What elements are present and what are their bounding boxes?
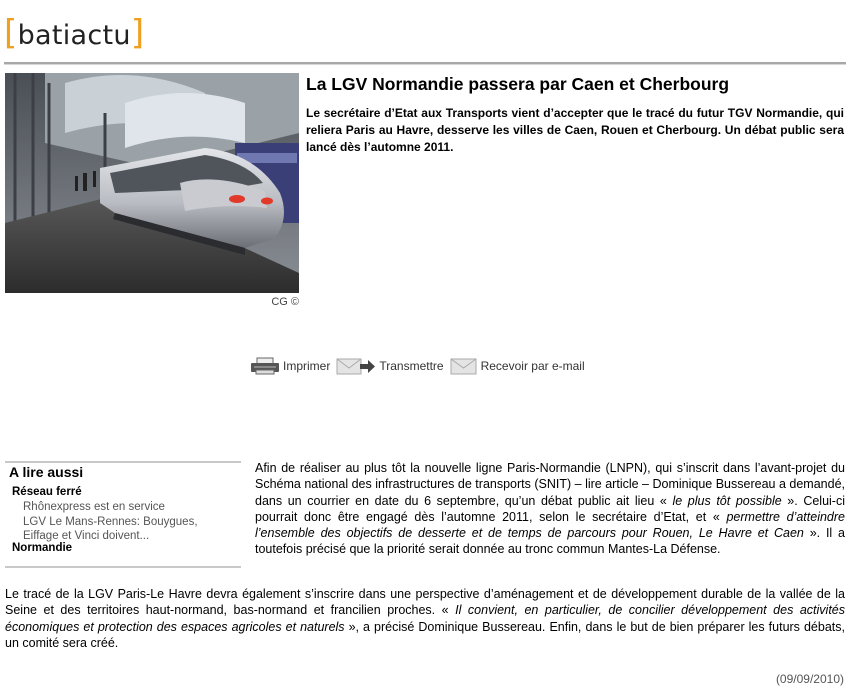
logo-bracket-open: [ bbox=[4, 13, 18, 53]
header-divider bbox=[4, 62, 846, 65]
print-label: Imprimer bbox=[283, 359, 331, 373]
para2-quote: Il convient, en particulier, de concilier développement des activités économiques et protection des espaces agricoles et naturels bbox=[5, 603, 845, 634]
photo-credit: CG © bbox=[271, 296, 299, 308]
related-link-rhonexpress[interactable]: Rhônexpress est en service bbox=[23, 501, 165, 513]
printer-icon bbox=[250, 357, 280, 375]
forward-label: Transmettre bbox=[379, 359, 444, 373]
para1-text-a: Afin de réaliser au plus tôt la nouvelle ligne Paris-Normandie (LNPN), qui s’inscrit dans l’avant-projet du Schéma national des infrastructures de transports (SNIT) – lire article – Dominique Bussereau a demandé, dans un courrier en date du 6 septembre, qu’un débat public ait lieu « bbox=[255, 461, 845, 508]
article-actions bbox=[250, 356, 591, 376]
para1-quote-2: permettre d’atteindre l’ensemble des objectifs de desserte et de temps de parcours pour Rouen, Le Havre et Caen bbox=[255, 509, 846, 541]
article-title: La LGV Normandie passera par Caen et Cherbourg bbox=[306, 74, 730, 94]
envelope-icon bbox=[450, 357, 478, 375]
forward-envelope-icon bbox=[336, 357, 376, 375]
para2-text-a: Le tracé de la LGV Paris-Le Havre devra également s’inscrire dans une perspective d’aménagement et de développement durable de la vallée de la Seine et des territoires haut-normand, bas-normand et francilien proches. « bbox=[5, 587, 845, 618]
article-paragraph-1 bbox=[255, 460, 845, 558]
article-lead: Le secrétaire d’Etat aux Transports vient d’accepter que le tracé du futur TGV Normandie, qui reliera Paris au Havre, desserve les villes de Caen, Rouen et Cherbourg. Un débat public sera lancé dès l’automne 2011. bbox=[306, 106, 844, 154]
logo-bracket-close: ] bbox=[130, 13, 145, 53]
related-link-lgv-mans-rennes[interactable]: LGV Le Mans-Rennes: Bouygues, Eiffage et Vinci doivent... bbox=[23, 516, 198, 542]
para1-quote-1: le plus tôt possible bbox=[672, 493, 782, 508]
para1-text-c: ». Il a toutefois précisé que la priorité serait donnée au tronc commun Mantes-La Défense. bbox=[255, 526, 845, 557]
print-link[interactable] bbox=[250, 357, 330, 375]
article-date: (09/09/2010) bbox=[775, 672, 844, 686]
para1-text-b: ». Celui-ci pourrait donc être engagé dès l’automne 2011, selon le secrétaire d’Etat, et « bbox=[255, 493, 845, 524]
logo-text: batiactu bbox=[17, 20, 131, 51]
related-title: A lire aussi bbox=[9, 464, 84, 480]
related-category-normandie[interactable]: Normandie bbox=[12, 542, 73, 554]
email-link[interactable] bbox=[450, 357, 585, 375]
article-paragraph-2 bbox=[5, 586, 845, 651]
para2-text-b: », a précisé Dominique Bussereau. Enfin, dans le but de bien préparer les futurs débats, un comité sera créé. bbox=[5, 619, 845, 650]
email-label: Recevoir par e-mail bbox=[480, 359, 585, 373]
article-photo bbox=[5, 73, 299, 293]
forward-link[interactable] bbox=[336, 357, 443, 375]
related-articles-box bbox=[5, 461, 241, 568]
related-category-rail[interactable]: Réseau ferré bbox=[12, 486, 82, 498]
site-logo[interactable] bbox=[4, 14, 144, 54]
